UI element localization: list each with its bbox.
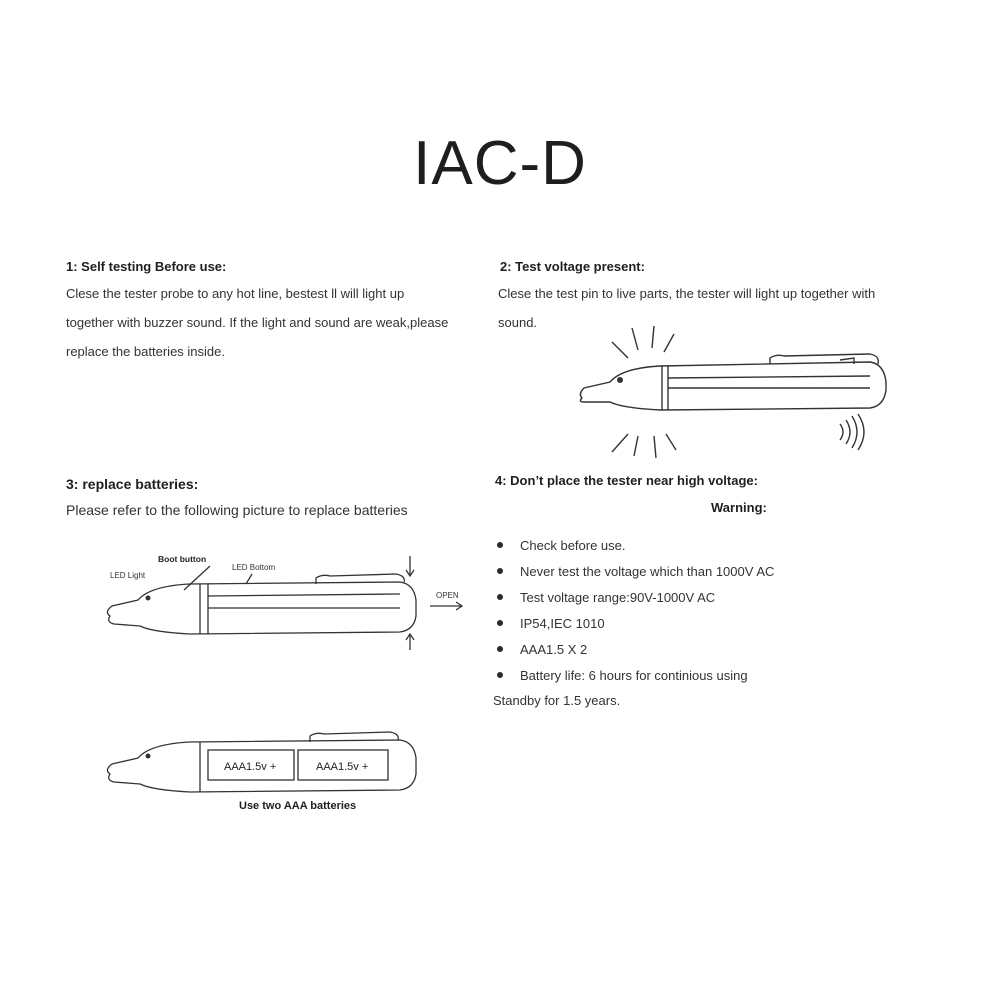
battery-1-label: AAA1.5v + [224, 761, 277, 773]
list-item: Test voltage range:90V-1000V AC [492, 589, 912, 615]
section-1-line: replace the batteries inside. [66, 344, 225, 359]
light-ray [632, 328, 638, 350]
page-title: IAC-D [413, 129, 587, 198]
led-bottom-label: LED Bottom [232, 563, 276, 572]
light-ray [664, 334, 674, 352]
led-light [146, 596, 151, 601]
bullet-icon [497, 672, 503, 678]
boot-button-label: Boot button [158, 554, 207, 564]
list-item: Check before use. [492, 537, 912, 563]
leader-line [184, 566, 210, 590]
light-ray [666, 434, 676, 450]
sound-wave [840, 424, 843, 440]
section-1-text [66, 279, 506, 366]
batteries-diagram [100, 724, 440, 794]
bullet-icon [497, 620, 503, 626]
list-item: Never test the voltage which than 1000V AC [492, 563, 912, 589]
section-3-heading: 3: replace batteries: [66, 476, 199, 492]
battery-2-label: AAA1.5v + [316, 761, 369, 773]
led-light-label: LED Light [110, 571, 146, 580]
light-ray [612, 342, 628, 358]
led-light [146, 754, 151, 759]
bullet-icon [497, 646, 503, 652]
batteries-caption: Use two AAA batteries [239, 800, 357, 812]
battery-replace-diagram [100, 550, 480, 660]
section-3-text: Please refer to the following picture to replace batteries [66, 502, 408, 518]
light-ray [612, 434, 628, 452]
section-1-heading: 1: Self testing Before use: [66, 259, 227, 274]
led-light [617, 377, 623, 383]
tester-line [208, 594, 400, 596]
standby-text: Standby for 1.5 years. [493, 693, 621, 708]
sound-wave [852, 416, 857, 448]
sound-wave [846, 420, 850, 444]
list-item: IP54,IEC 1010 [492, 615, 912, 641]
list-item: Battery life: 6 hours for continious using [492, 667, 912, 693]
tester-in-use-illustration [570, 320, 900, 460]
leader-line [246, 574, 252, 584]
section-4-heading: 4: Don’t place the tester near high voltage: [495, 473, 758, 488]
tester-line [668, 376, 870, 378]
section-1-line: Clese the tester probe to any hot line, bestest ll will light up [66, 286, 405, 301]
section-1-line: together with buzzer sound. If the light and sound are weak,please [66, 315, 449, 330]
bullet-icon [497, 568, 503, 574]
tester-body [580, 362, 886, 410]
section-2-heading: 2: Test voltage present: [500, 259, 645, 274]
light-ray [634, 436, 638, 456]
warning-list [492, 537, 912, 693]
list-item: AAA1.5 X 2 [492, 641, 912, 667]
bullet-icon [497, 594, 503, 600]
bullet-icon [497, 542, 503, 548]
sound-wave [858, 414, 864, 450]
section-2-line: sound. [498, 315, 538, 330]
warning-label: Warning: [711, 500, 767, 515]
section-2-line: Clese the test pin to live parts, the tester will light up together with [498, 286, 876, 301]
light-ray [652, 326, 654, 348]
light-ray [654, 436, 656, 458]
open-label: OPEN [436, 591, 459, 600]
